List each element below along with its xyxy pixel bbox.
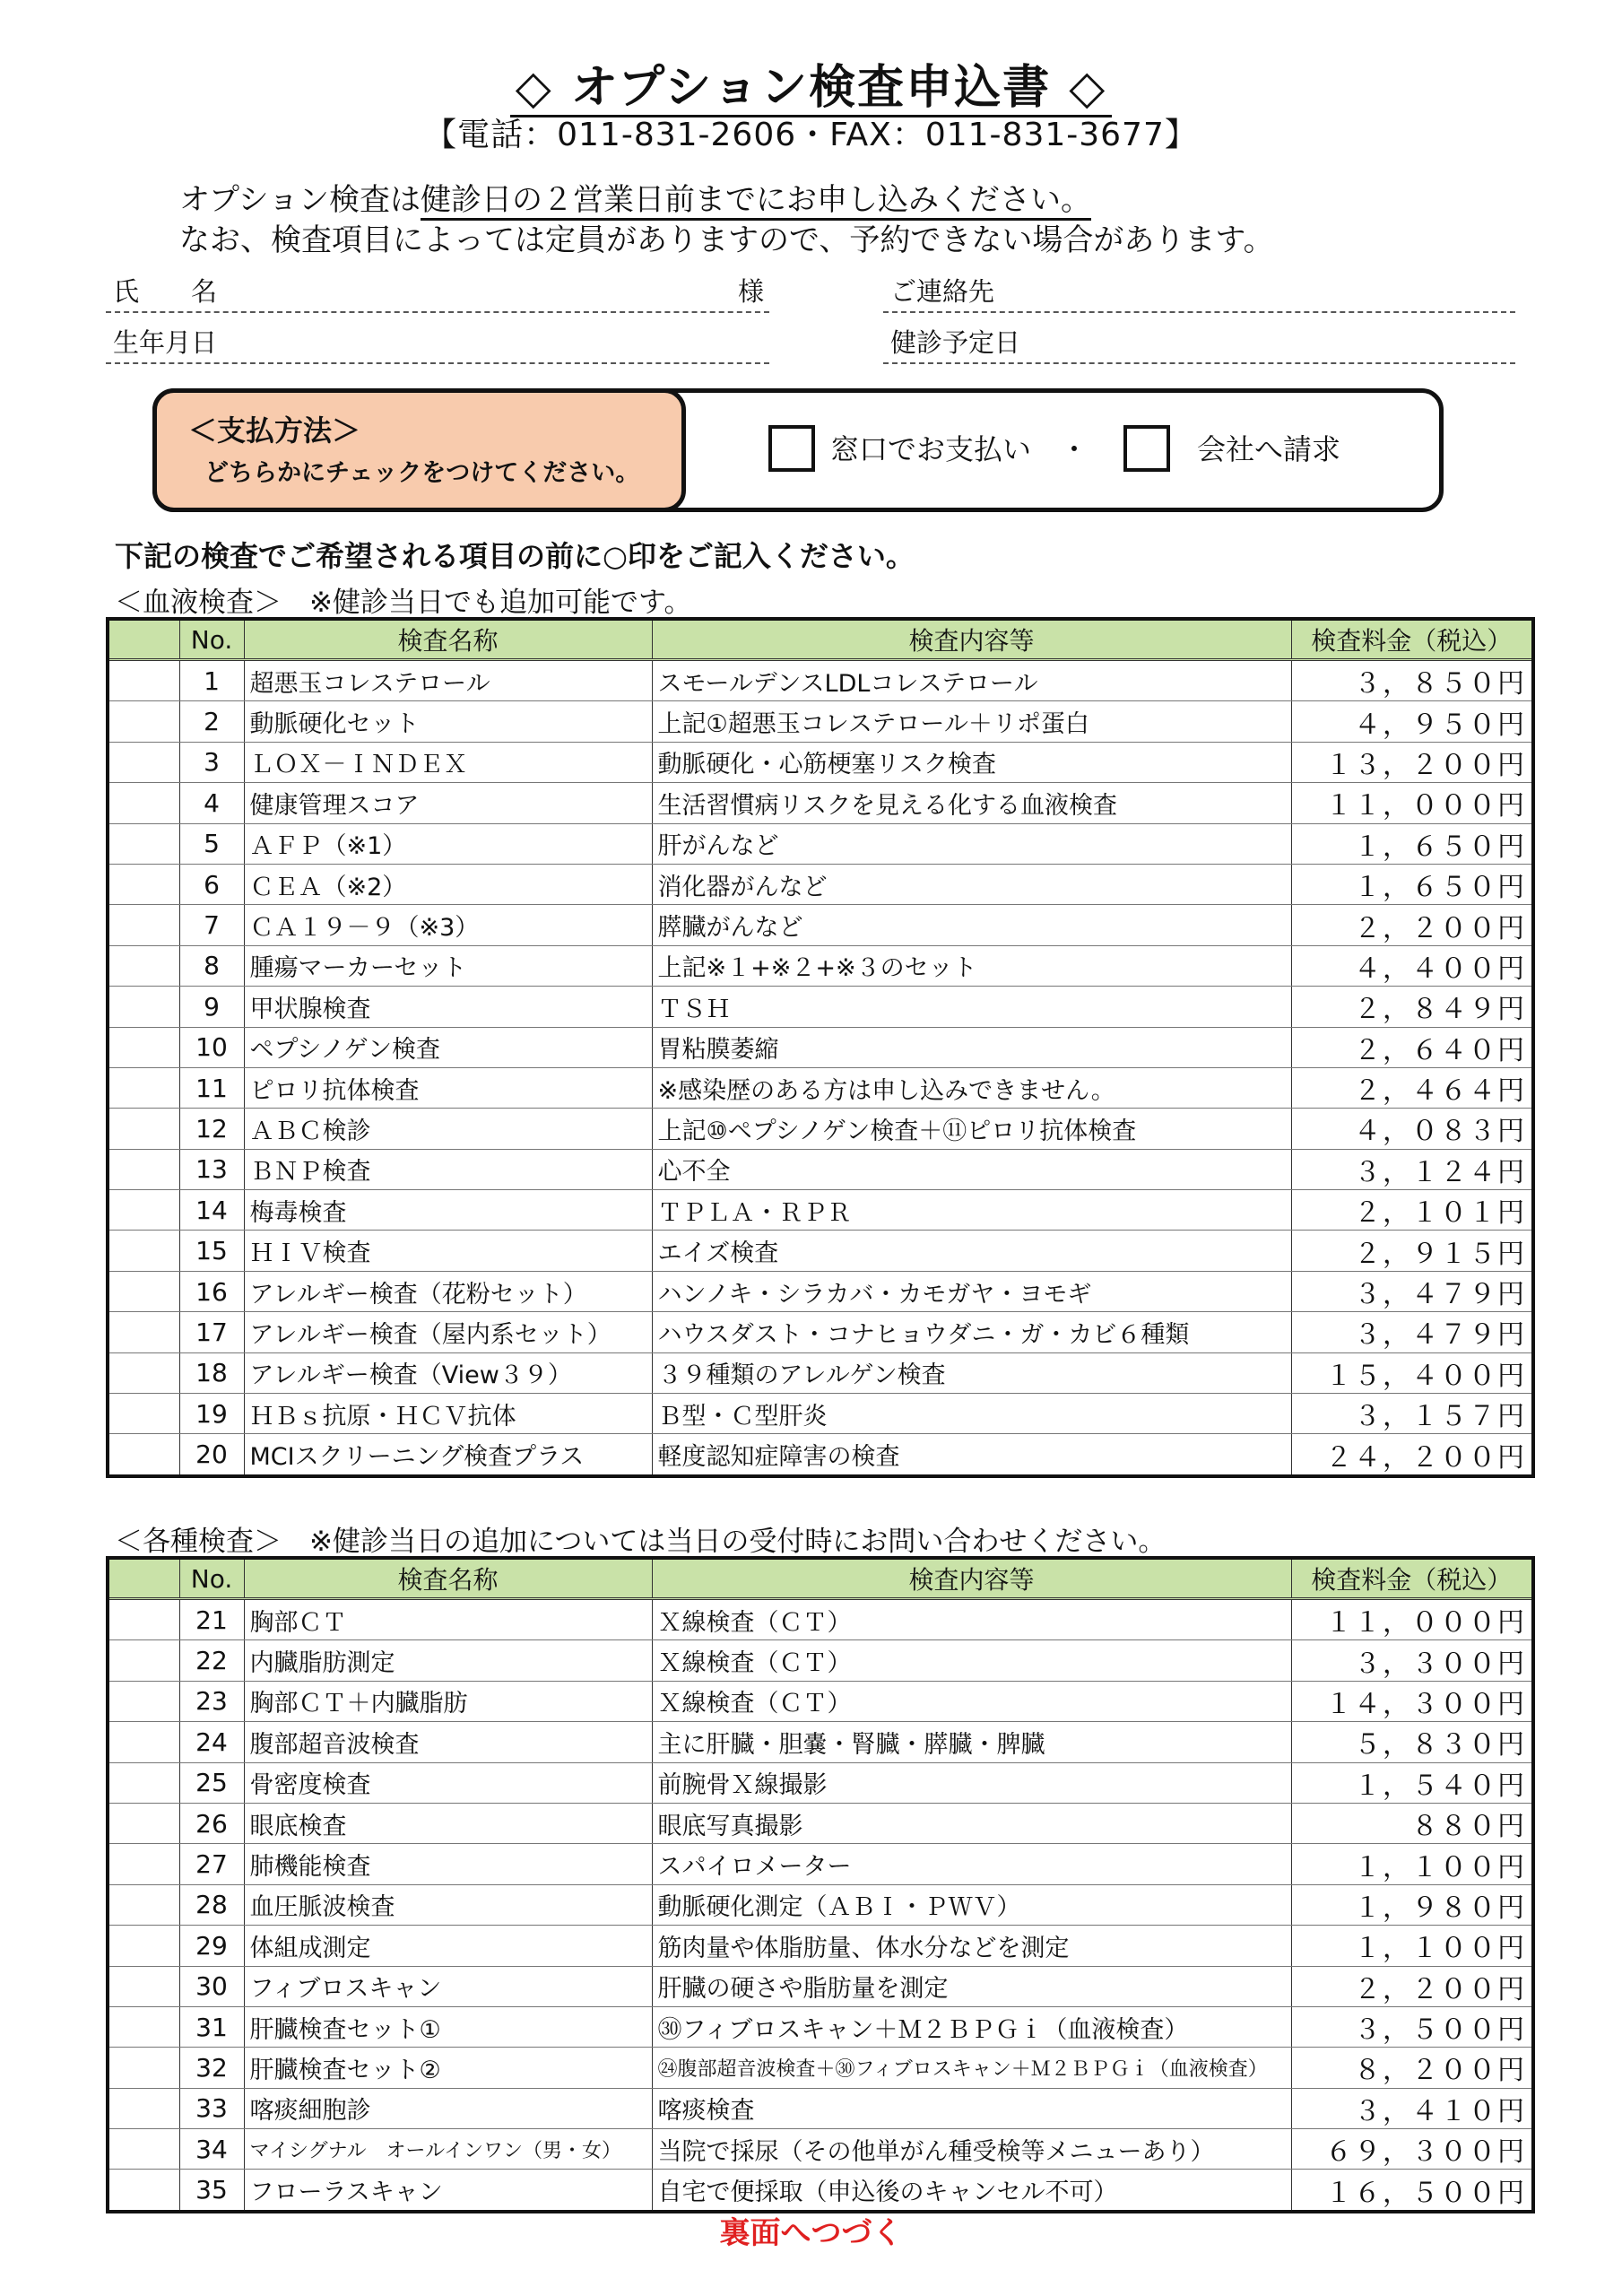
notice-line-2: なお、検査項目によっては定員がありますので、予約できない場合があります。 [179, 222, 1274, 258]
check-cell[interactable] [108, 1803, 179, 1843]
test-detail: 前腕骨Ｘ線撮影 [652, 1762, 1291, 1803]
counter-payment-checkbox[interactable] [768, 425, 815, 472]
check-cell[interactable] [108, 1722, 179, 1762]
test-fee: １，９８０円 [1291, 1884, 1533, 1925]
exam-date-label: 健診予定日 [890, 327, 1021, 358]
table-row [108, 2088, 1533, 2128]
table-row [108, 1271, 1533, 1311]
table-row [108, 905, 1533, 945]
test-name: 内臓脂肪測定 [244, 1640, 652, 1681]
check-cell[interactable] [108, 742, 179, 782]
test-name: 肝臓検査セット① [244, 2006, 652, 2047]
test-detail: スモールデンスLDLコレステロール [652, 660, 1291, 701]
test-detail: 喀痰検査 [652, 2088, 1291, 2128]
check-cell[interactable] [108, 987, 179, 1027]
test-fee: ６９，３００円 [1291, 2129, 1533, 2170]
table-row [108, 1109, 1533, 1149]
row-no: 26 [179, 1803, 244, 1843]
notice-prefix: オプション検査は [179, 182, 421, 218]
row-no: 25 [179, 1762, 244, 1803]
test-fee: ８８０円 [1291, 1803, 1533, 1843]
detail-column-header: 検査内容等 [652, 619, 1291, 660]
test-detail: Ｂ型・Ｃ型肝炎 [652, 1394, 1291, 1434]
test-fee: ４，０８３円 [1291, 1109, 1533, 1149]
check-cell[interactable] [108, 783, 179, 823]
test-fee: １６，５００円 [1291, 2170, 1533, 2212]
check-cell[interactable] [108, 1271, 179, 1311]
counter-payment-label: 窓口でお支払い ・ [830, 432, 1089, 466]
test-name: 肝臓検査セット② [244, 2048, 652, 2088]
table-row [108, 783, 1533, 823]
test-fee: ２４，２００円 [1291, 1434, 1533, 1476]
row-no: 20 [179, 1434, 244, 1476]
birth-date-label: 生年月日 [113, 327, 218, 358]
test-detail: 当院で採尿（その他単がん種受検等メニューあり） [652, 2129, 1291, 2170]
test-name: ＬＯＸ－ＩＮＤＥＸ [244, 742, 652, 782]
row-no: 27 [179, 1844, 244, 1884]
test-name: 骨密度検査 [244, 1762, 652, 1803]
blood-test-table [106, 617, 1535, 1478]
birth-date-field[interactable] [106, 325, 769, 364]
test-name: 眼底検査 [244, 1803, 652, 1843]
table-row [108, 1599, 1533, 1640]
test-fee: ３，３００円 [1291, 1640, 1533, 1681]
test-fee: ３，１５７円 [1291, 1394, 1533, 1434]
test-detail: ㉚フィブロスキャン＋Ｍ２ＢＰＧｉ（血液検査） [652, 2006, 1291, 2047]
table-row [108, 1352, 1533, 1393]
payment-title: ＜支払方法＞ [188, 413, 361, 448]
table-row [108, 1681, 1533, 1721]
table-row [108, 701, 1533, 742]
test-name: 胸部ＣＴ [244, 1599, 652, 1640]
check-cell[interactable] [108, 701, 179, 742]
test-name: ＨＢｓ抗原・ＨＣＶ抗体 [244, 1394, 652, 1434]
notice-line-1 [179, 175, 1091, 219]
table-row [108, 1312, 1533, 1352]
test-fee: １，５４０円 [1291, 1762, 1533, 1803]
test-detail: 生活習慣病リスクを見える化する血液検査 [652, 783, 1291, 823]
test-detail: 動脈硬化測定（ＡＢＩ・ＰＷＶ） [652, 1884, 1291, 1925]
test-fee: ２，８４９円 [1291, 987, 1533, 1027]
row-no: 17 [179, 1312, 244, 1352]
page-title-text: ◇ オプション検査申込書 ◇ [510, 61, 1113, 117]
test-fee: ３，１２４円 [1291, 1149, 1533, 1189]
test-name: 腫瘍マーカーセット [244, 945, 652, 986]
test-fee: ３，４７９円 [1291, 1271, 1533, 1311]
name-field[interactable] [106, 274, 769, 313]
row-no: 4 [179, 783, 244, 823]
various-test-table [106, 1556, 1535, 2213]
payment-instruction: どちらかにチェックをつけてください。 [204, 459, 640, 487]
test-detail: 自宅で便採取（申込後のキャンセル不可） [652, 2170, 1291, 2212]
test-fee: ２，６４０円 [1291, 1027, 1533, 1067]
name-column-header: 検査名称 [244, 1558, 652, 1599]
row-no: 30 [179, 1966, 244, 2006]
company-billing-label: 会社へ請求 [1197, 432, 1341, 466]
test-detail: 上記※１+※２+※３のセット [652, 945, 1291, 986]
test-fee: １，１００円 [1291, 1844, 1533, 1884]
test-detail: Ｘ線検査（ＣＴ） [652, 1599, 1291, 1640]
fee-column-header: 検査料金（税込） [1291, 619, 1533, 660]
check-cell[interactable] [108, 1926, 179, 1966]
check-cell[interactable] [108, 1312, 179, 1352]
test-name: MCIスクリーニング検査プラス [244, 1434, 652, 1476]
row-no: 5 [179, 823, 244, 864]
exam-date-field[interactable] [883, 325, 1515, 364]
check-cell[interactable] [108, 1231, 179, 1271]
test-detail: Ｘ線検査（ＣＴ） [652, 1681, 1291, 1721]
row-no: 9 [179, 987, 244, 1027]
table-row [108, 2129, 1533, 2170]
test-detail: 消化器がんなど [652, 864, 1291, 904]
table-row [108, 2006, 1533, 2047]
check-cell[interactable] [108, 1966, 179, 2006]
test-detail: 心不全 [652, 1149, 1291, 1189]
test-name: フィブロスキャン [244, 1966, 652, 2006]
row-no: 24 [179, 1722, 244, 1762]
test-fee: １１，０００円 [1291, 1599, 1533, 1640]
table-row [108, 660, 1533, 701]
contact-field[interactable] [883, 274, 1515, 313]
row-no: 32 [179, 2048, 244, 2088]
table-row [108, 864, 1533, 904]
test-name: ＢＮＰ検査 [244, 1149, 652, 1189]
check-cell[interactable] [108, 1599, 179, 1640]
table-row [108, 1640, 1533, 1681]
table-row [108, 1844, 1533, 1884]
check-cell[interactable] [108, 1190, 179, 1231]
table-row [108, 945, 1533, 986]
test-detail: 主に肝臓・胆嚢・腎臓・膵臓・脾臓 [652, 1722, 1291, 1762]
row-no: 1 [179, 660, 244, 701]
table-row [108, 1926, 1533, 1966]
row-no: 7 [179, 905, 244, 945]
company-billing-checkbox[interactable] [1123, 425, 1170, 472]
test-fee: １，６５０円 [1291, 864, 1533, 904]
test-detail: ハウスダスト・コナヒョウダニ・ガ・カビ６種類 [652, 1312, 1291, 1352]
table-row [108, 1190, 1533, 1231]
test-detail: 上記⑩ペプシノゲン検査＋⑪ピロリ抗体検査 [652, 1109, 1291, 1149]
test-name: マイシグナル オールインワン（男・女） [244, 2129, 652, 2170]
test-name: 動脈硬化セット [244, 701, 652, 742]
test-name: フローラスキャン [244, 2170, 652, 2212]
check-cell[interactable] [108, 1844, 179, 1884]
row-no: 13 [179, 1149, 244, 1189]
check-cell[interactable] [108, 1762, 179, 1803]
test-fee: ４，４００円 [1291, 945, 1533, 986]
row-no: 34 [179, 2129, 244, 2170]
table-row [108, 1231, 1533, 1271]
check-cell[interactable] [108, 2048, 179, 2088]
continued-on-back: 裏面へつづく [719, 2215, 903, 2251]
test-detail: 胃粘膜萎縮 [652, 1027, 1291, 1067]
test-fee: ８，２００円 [1291, 2048, 1533, 2088]
test-detail: 動脈硬化・心筋梗塞リスク検査 [652, 742, 1291, 782]
table-row [108, 1149, 1533, 1189]
test-fee: １４，３００円 [1291, 1681, 1533, 1721]
test-fee: １，１００円 [1291, 1926, 1533, 1966]
row-no: 22 [179, 1640, 244, 1681]
test-name: 胸部ＣＴ＋内臓脂肪 [244, 1681, 652, 1721]
blood-section-title: ＜血液検査＞ ※健診当日でも追加可能です。 [115, 587, 692, 619]
test-name: ＡＦＰ（※1） [244, 823, 652, 864]
table-row [108, 1027, 1533, 1067]
test-name: 喀痰細胞診 [244, 2088, 652, 2128]
row-no: 23 [179, 1681, 244, 1721]
row-no: 6 [179, 864, 244, 904]
test-detail: エイズ検査 [652, 1231, 1291, 1271]
row-no: 2 [179, 701, 244, 742]
check-cell[interactable] [108, 823, 179, 864]
table-row [108, 823, 1533, 864]
table-row [108, 1394, 1533, 1434]
test-fee: ３，４１０円 [1291, 2088, 1533, 2128]
test-name: 健康管理スコア [244, 783, 652, 823]
check-column-header [108, 1558, 179, 1599]
test-name: ＣＡ１９－９（※3） [244, 905, 652, 945]
row-no: 12 [179, 1109, 244, 1149]
test-name: ＣＥＡ（※2） [244, 864, 652, 904]
row-no: 18 [179, 1352, 244, 1393]
detail-column-header: 検査内容等 [652, 1558, 1291, 1599]
name-column-header: 検査名称 [244, 619, 652, 660]
row-no: 16 [179, 1271, 244, 1311]
fee-column-header: 検査料金（税込） [1291, 1558, 1533, 1599]
test-detail: 筋肉量や体脂肪量、体水分などを測定 [652, 1926, 1291, 1966]
test-detail: ＴＳＨ [652, 987, 1291, 1027]
test-fee: ３，８５０円 [1291, 660, 1533, 701]
check-cell[interactable] [108, 1149, 179, 1189]
test-detail: 眼底写真撮影 [652, 1803, 1291, 1843]
test-name: ＡＢＣ検診 [244, 1109, 652, 1149]
test-detail: ※感染歴のある方は申し込みできません。 [652, 1067, 1291, 1108]
test-name: ペプシノゲン検査 [244, 1027, 652, 1067]
test-fee: ２，９１５円 [1291, 1231, 1533, 1271]
table-row [108, 1803, 1533, 1843]
notice-deadline: 健診日の２営業日前までにお申し込みください。 [421, 182, 1091, 221]
table-row [108, 2048, 1533, 2088]
row-no: 11 [179, 1067, 244, 1108]
test-name: 血圧脈波検査 [244, 1884, 652, 1925]
test-name: 超悪玉コレステロール [244, 660, 652, 701]
row-no: 8 [179, 945, 244, 986]
test-detail: スパイロメーター [652, 1844, 1291, 1884]
row-no: 19 [179, 1394, 244, 1434]
page-title [0, 49, 1622, 117]
row-no: 15 [179, 1231, 244, 1271]
no-column-header: No. [179, 619, 244, 660]
check-cell[interactable] [108, 1884, 179, 1925]
test-fee: ２，４６４円 [1291, 1067, 1533, 1108]
various-section-title: ＜各種検査＞ ※健診当日の追加については当日の受付時にお問い合わせください。 [115, 1526, 1167, 1558]
table-row [108, 1884, 1533, 1925]
table-row [108, 1434, 1533, 1476]
table-row [108, 1762, 1533, 1803]
test-detail: ＴＰＬＡ・ＲＰＲ [652, 1190, 1291, 1231]
table-header-row [108, 1558, 1533, 1599]
test-name: 梅毒検査 [244, 1190, 652, 1231]
test-detail: Ｘ線検査（ＣＴ） [652, 1640, 1291, 1681]
test-detail: 軽度認知症障害の検査 [652, 1434, 1291, 1476]
test-fee: １，６５０円 [1291, 823, 1533, 864]
check-cell[interactable] [108, 2170, 179, 2212]
check-cell[interactable] [108, 1109, 179, 1149]
instruction-text: 下記の検査でご希望される項目の前に○印をご記入ください。 [115, 539, 915, 573]
row-no: 35 [179, 2170, 244, 2212]
row-no: 33 [179, 2088, 244, 2128]
test-name: 肺機能検査 [244, 1844, 652, 1884]
test-fee: ４，９５０円 [1291, 701, 1533, 742]
name-suffix: 様 [737, 276, 764, 307]
contact-line: 【電話：011-831-2606・FAX：011-831-3677】 [424, 117, 1198, 153]
check-cell[interactable] [108, 1067, 179, 1108]
check-cell[interactable] [108, 2006, 179, 2047]
test-detail: 膵臓がんなど [652, 905, 1291, 945]
test-fee: ３，５００円 [1291, 2006, 1533, 2047]
check-cell[interactable] [108, 905, 179, 945]
check-column-header [108, 619, 179, 660]
test-fee: １１，０００円 [1291, 783, 1533, 823]
name-label: 氏 名 [113, 276, 218, 307]
row-no: 31 [179, 2006, 244, 2047]
check-cell[interactable] [108, 2088, 179, 2128]
check-cell[interactable] [108, 1640, 179, 1681]
table-row [108, 1722, 1533, 1762]
no-column-header: No. [179, 1558, 244, 1599]
test-name: アレルギー検査（花粉セット） [244, 1271, 652, 1311]
test-name: アレルギー検査（View３９） [244, 1352, 652, 1393]
check-cell[interactable] [108, 1681, 179, 1721]
check-cell[interactable] [108, 945, 179, 986]
payment-label-panel [152, 388, 686, 512]
test-detail: 上記①超悪玉コレステロール＋リポ蛋白 [652, 701, 1291, 742]
table-row [108, 1966, 1533, 2006]
test-fee: １３，２００円 [1291, 742, 1533, 782]
test-fee: ５，８３０円 [1291, 1722, 1533, 1762]
table-row [108, 742, 1533, 782]
check-cell[interactable] [108, 864, 179, 904]
row-no: 14 [179, 1190, 244, 1231]
table-row [108, 987, 1533, 1027]
check-cell[interactable] [108, 1352, 179, 1393]
test-name: ＨＩＶ検査 [244, 1231, 652, 1271]
test-detail: 肝がんなど [652, 823, 1291, 864]
test-name: アレルギー検査（屋内系セット） [244, 1312, 652, 1352]
test-fee: １５，４００円 [1291, 1352, 1533, 1393]
test-detail: 肝臓の硬さや脂肪量を測定 [652, 1966, 1291, 2006]
check-cell[interactable] [108, 1027, 179, 1067]
test-fee: ２，２００円 [1291, 1966, 1533, 2006]
table-row [108, 2170, 1533, 2212]
row-no: 29 [179, 1926, 244, 1966]
check-cell[interactable] [108, 1394, 179, 1434]
test-fee: ２，１０１円 [1291, 1190, 1533, 1231]
test-fee: ３，４７９円 [1291, 1312, 1533, 1352]
row-no: 3 [179, 742, 244, 782]
check-cell[interactable] [108, 2129, 179, 2170]
test-detail: ハンノキ・シラカバ・カモガヤ・ヨモギ [652, 1271, 1291, 1311]
test-name: 体組成測定 [244, 1926, 652, 1966]
row-no: 21 [179, 1599, 244, 1640]
test-name: 甲状腺検査 [244, 987, 652, 1027]
check-cell[interactable] [108, 660, 179, 701]
contact-label: ご連絡先 [890, 276, 995, 307]
row-no: 28 [179, 1884, 244, 1925]
test-detail: ㉔腹部超音波検査＋㉚フィブロスキャン＋Ｍ２ＢＰＧｉ（血液検査） [652, 2048, 1291, 2088]
table-row [108, 1067, 1533, 1108]
row-no: 10 [179, 1027, 244, 1067]
table-header-row [108, 619, 1533, 660]
test-fee: ２，２００円 [1291, 905, 1533, 945]
check-cell[interactable] [108, 1434, 179, 1476]
test-detail: ３９種類のアレルゲン検査 [652, 1352, 1291, 1393]
test-name: 腹部超音波検査 [244, 1722, 652, 1762]
test-name: ピロリ抗体検査 [244, 1067, 652, 1108]
